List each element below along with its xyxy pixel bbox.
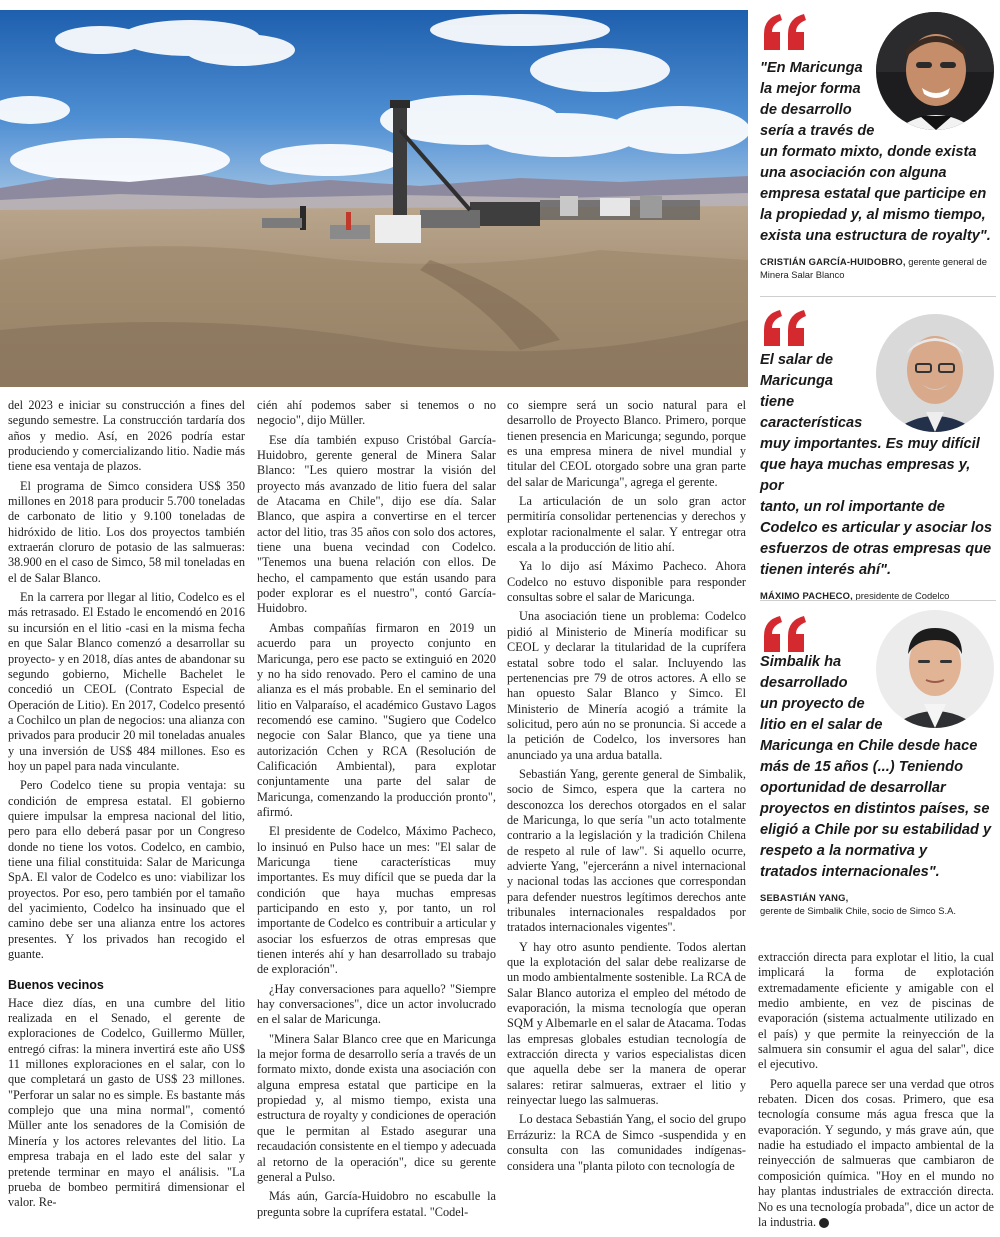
quote-line: proyectos en distintos países, se xyxy=(760,801,990,817)
quote-author: MÁXIMO PACHECO, xyxy=(760,590,853,601)
portrait-garcia-huidobro xyxy=(876,12,994,130)
paragraph: La articulación de un solo gran actor permitiría consolidar pertenencias y derechos y explotar racionalmente el salar. Y entregar otra escala a la producción de litio ahí. xyxy=(507,494,746,555)
quote-line: exista una estructura de royalty". xyxy=(760,228,991,244)
quote-author: SEBASTIÁN YANG, xyxy=(760,892,849,903)
quote-line: la mejor forma xyxy=(760,81,861,97)
paragraph: Pero Codelco tiene su propia ventaja: su condición de empresa estatal. El gobierno quiere impulsar la empresa nacional del litio, pero para ello deberá pasar por un Congreso donde no tiene los votos. Codelco, en cambio, tiene una filial constituida: Salar de Maricunga SpA. El valor de Codelco es uno: viabilizar los proyectos. Por eso, pero también por el tamaño del yacimiento, Codelco ha insinuado que el camino debe ser una alianza entre los actores presentes. Y los privados han recogido el guante. xyxy=(8,778,245,962)
paragraph: Ambas compañías firmaron en 2019 un acuerdo para un proyecto conjunto en Maricunga, pero ese pacto se extinguió en 2020 y no ha sido renovado. Pero el camino de una alianza es el más probable. En el seminario del litio en Valparaíso, el académico Gustavo Lagos recomendó ese camino. "Sugiero que Codelco negocie con Salar Blanco, que ya tiene una autorización Cchen y RCA (Resolución de Calificación Ambiental), para explotar conjuntamente una parte del salar de Maricunga, comenzando la producción pronto", afirmó. xyxy=(257,620,496,819)
quote-line: Codelco es articular y asociar los xyxy=(760,520,992,536)
article-column-1 xyxy=(8,398,245,1230)
paragraph: Y hay otro asunto pendiente. Todos alertan que la explotación del salar debe realizarse de un modo ambientalmente sostenible. La RCA de Salar Blanco autoriza el empleo del método de evaporación, la misma tecnología que operan SQM y Albemarle en el salar de Atacama. Todas las empresas globales estudian tecnología de extracción directa y varios especialistas dicen que aquella debe ser la manera de operar salares: retirar salmueras, extraer el litio y reinyectar luego las salmueras. xyxy=(507,939,746,1108)
paragraph: El programa de Simco considera US$ 350 millones en 2018 para producir 5.700 toneladas de carbonato de litio y 9.100 toneladas de hidróxido de litio. Los dos proyectos también extraerán cloruro de potasio de las salmueras: 38.900 en el caso de Simco, 58 mil toneladas en el de Salar Blanco. xyxy=(8,478,245,585)
quote-line: eligió a Chile por su estabilidad y xyxy=(760,822,992,838)
quote-author-role: gerente de Simbalik Chile, socio de Simco S.A. xyxy=(760,905,956,916)
paragraph: "Minera Salar Blanco cree que en Maricunga la mejor forma de desarrollo sería a través de un formato mixto, donde exista una asociación con alguna empresa estatal que participe en la propiedad y, al mismo tiempo, exista una estructura de royalty y condiciones de operación que le permitan al Estado asegurar una recaudación consistente en el tiempo y adecuada al retorno de la operación", dice su gerente general a Pulso. xyxy=(257,1031,496,1184)
quote-author-role: presidente de Codelco xyxy=(855,590,950,601)
salar-drilling-photo xyxy=(0,10,748,387)
quote-divider xyxy=(760,296,996,297)
quote-line: Maricunga en Chile desde hace xyxy=(760,738,978,754)
quote-line: tratados internacionales". xyxy=(760,864,940,880)
paragraph: En la carrera por llegar al litio, Codelco es el más retrasado. El Estado le encomendó en 2016 su incursión en el litio -casi en la misma fecha en que Salar Blanco comenzó a desarrollar su proyecto- y en 2018, días antes de abandonar su segundo gobierno, Michelle Bachelet le concedió un CEOL (Contrato Especial de Operación de Litio). En 2017, Codelco presentó a Cochilco un plan de negocios: una alianza con privados para producir 20 mil toneladas anuales y una inversión de US$ 484 millones. Eso es hoy un papel para nada vinculante. xyxy=(8,590,245,773)
article-column-4 xyxy=(758,950,994,1230)
pulso-end-mark-icon: P xyxy=(819,1218,829,1228)
pull-quote-yang xyxy=(760,608,996,928)
quote-attribution xyxy=(760,255,996,281)
paragraph: cién ahí podemos saber si tenemos o no negocio", dijo Müller. xyxy=(257,398,496,428)
pull-quote-pacheco xyxy=(760,302,996,601)
quote-line: litio en el salar de xyxy=(760,717,883,733)
quote-line: la propiedad y, al mismo tiempo, xyxy=(760,207,986,223)
paragraph-text: Pero aquella parece ser una verdad que otros rebaten. Dicen dos cosas. Primero, que esa tecnología consume más agua fresca que la evaporación. Y segundo, y más grave aún, que nadie ha estudiado el impacto ambiental de la reinyección de salmueras que cambiaron de composición química. "Hoy en el mundo no hay plantas industriales de extracción directa. No es una tecnología probada", dice un actor de la industria. xyxy=(758,1076,994,1229)
quote-line: muy importantes. Es muy difícil xyxy=(760,436,980,452)
paragraph: Más aún, García-Huidobro no escabulle la pregunta sobre la cuprífera estatal. "Codel- xyxy=(257,1189,496,1219)
quote-line: sería a través de xyxy=(760,123,875,139)
quote-mark-icon xyxy=(760,614,808,654)
article-column-3 xyxy=(507,398,746,1230)
quote-line: más de 15 años (...) Teniendo xyxy=(760,759,964,775)
quote-line: un formato mixto, donde exista xyxy=(760,144,977,160)
quote-line: "En Maricunga xyxy=(760,60,863,76)
paragraph: Lo destaca Sebastián Yang, el socio del grupo Errázuriz: la RCA de Simco -suspendida y en consulta con las comunidades indígenas- considera una "planta piloto con tecnología de xyxy=(507,1112,746,1173)
subheading: Buenos vecinos xyxy=(8,978,104,993)
quote-line: Maricunga xyxy=(760,373,833,389)
portrait-pacheco xyxy=(876,314,994,432)
quote-line: un proyecto de xyxy=(760,696,865,712)
quote-author: CRISTIÁN GARCÍA-HUIDOBRO, xyxy=(760,256,906,267)
paragraph: del 2023 e iniciar su construcción a fines del segundo semestre. La construcción tardaría dos años y medio. Así, en 2026 podría estar produciendo y comercializando litio. Nadie más tiene esa ventaja de plazos. xyxy=(8,398,245,474)
quote-line: respeto a la normativa y xyxy=(760,843,928,859)
paragraph: Sebastián Yang, gerente general de Simbalik, socio de Simco, espera que la cartera no desconozca los derechos otorgados en el salar de Maricunga, lo que sería "un acto totalmente contrario a la legislación y la tradición Chilena de respeto al rule of law". Si aquello ocurre, advierte Yang, "ejerceránn a nivel internacional y nacional todas las acciones que correspondan para defender nuestros legítimos derechos ante tribunales internacionales respaldados por tratados internacionales vigentes". xyxy=(507,766,746,935)
quote-line: tanto, un rol importante de xyxy=(760,499,945,515)
quote-line: que haya muchas empresas y, por xyxy=(760,457,971,494)
quote-line: oportunidad de desarrollar xyxy=(760,780,946,796)
paragraph: Una asociación tiene un problema: Codelco pidió al Ministerio de Minería modificar su CEOL y declarar la titularidad de la cuprífera estatal sobre todo el salar. Incluyendo las pertenencias pre 79 de otros actores. A ello se han opuesto Salar Blanco y Simco. El Ministerio de Minería acogió a trámite la solicitud, pero aún no se pronuncia. Si accede a la petición de Codelco, los inversores han anunciado ya una ardua batalla. xyxy=(507,609,746,762)
quote-divider xyxy=(760,600,996,601)
quote-line: Simbalik ha xyxy=(760,654,842,670)
paragraph: El presidente de Codelco, Máximo Pacheco, lo insinuó en Pulso hace un mes: "El salar de Maricunga tiene características muy importantes. Es muy difícil que se pueda dar la condición que haya muchas empresas participando en esto y, por tanto, un rol importante de Codelco es contribuir a articular y asociar los esfuerzos de otras empresas que tienen interés ahí y han desarrollado su trabajo de exploración". xyxy=(257,824,496,977)
article-column-2 xyxy=(257,398,496,1230)
quote-line: características xyxy=(760,415,863,431)
paragraph: Ese día también expuso Cristóbal García-Huidobro, gerente general de Minera Salar Blanco: "Les quiero mostrar la visión del proyecto más avanzado de litio fuera del salar de Atacama en Chile", dijo ese día. Salar Blanco, que aspira a convertirse en el tercer actor del litio, tras 35 años con solo dos actores, tiene una buena vecindad con Codelco. "Tenemos una buena relación con ellos. De hecho, el campamento que están usando para poder explorar es el nuestro", contó García-Huidobro. xyxy=(257,432,496,616)
paragraph: Hace diez días, en una cumbre del litio realizada en el Senado, el gerente de exploraciones de Codelco, Guillermo Müller, entregó cifras: la minera invertirá este año US$ 11 millones exploraciones en el salar, con lo que completará un gasto de US$ 23 millones. "Perforar un salar no es simple. Es bastante más complejo que una mina normal", comentó Müller ante los senadores de la Comisión de Minería y los actores relevantes del litio. La empresa trabaja en el lado este del salar y pretende terminar en mayo el análisis. "La prueba de bombeo permitirá dimensionar el valor. Re- xyxy=(8,995,245,1210)
quote-line: empresa estatal que participe en xyxy=(760,186,987,202)
quote-mark-icon xyxy=(760,308,808,348)
portrait-yang xyxy=(876,610,994,728)
paragraph: ¿Hay conversaciones para aquello? "Siempre hay conversaciones", dice un actor involucrado en el salar de Maricunga. xyxy=(257,981,496,1027)
quote-line: desarrollado xyxy=(760,675,848,691)
quote-line: tienen interés ahí". xyxy=(760,562,892,578)
paragraph: co siempre será un socio natural para el desarrollo de Proyecto Blanco. Primero, porque tienen presencia en Maricunga; segundo, porque es una empresa minera de nivel mundial y titular del CEOL otorgado sobre una gran parte del salar de Maricunga", agrega el gerente. xyxy=(507,398,746,489)
pull-quote-garcia-huidobro xyxy=(760,12,996,282)
quote-author-role: gerente general de Minera Salar Blanco xyxy=(760,256,987,280)
quote-line: una asociación con alguna xyxy=(760,165,947,181)
quote-line: tiene xyxy=(760,394,795,410)
quote-line: de desarrollo xyxy=(760,102,852,118)
quote-attribution xyxy=(760,891,996,917)
paragraph xyxy=(758,1077,994,1230)
quote-mark-icon xyxy=(760,12,808,52)
quote-line: El salar de xyxy=(760,352,834,368)
quote-line: esfuerzos de otras empresas que xyxy=(760,541,992,557)
paragraph: extracción directa para explotar el litio, la cual implicará la forma de explotación extremadamente eficiente y amigable con el medio ambiente, en vez de piscinas de evaporación (sistema actualmente utilizado en el país) y que permite la reinyección de la salmuera sin consumir el agua del salar", dice el ejecutivo. xyxy=(758,950,994,1072)
paragraph: Ya lo dijo así Máximo Pacheco. Ahora Codelco no estuvo disponible para responder consultas sobre el salar de Maricunga. xyxy=(507,559,746,605)
